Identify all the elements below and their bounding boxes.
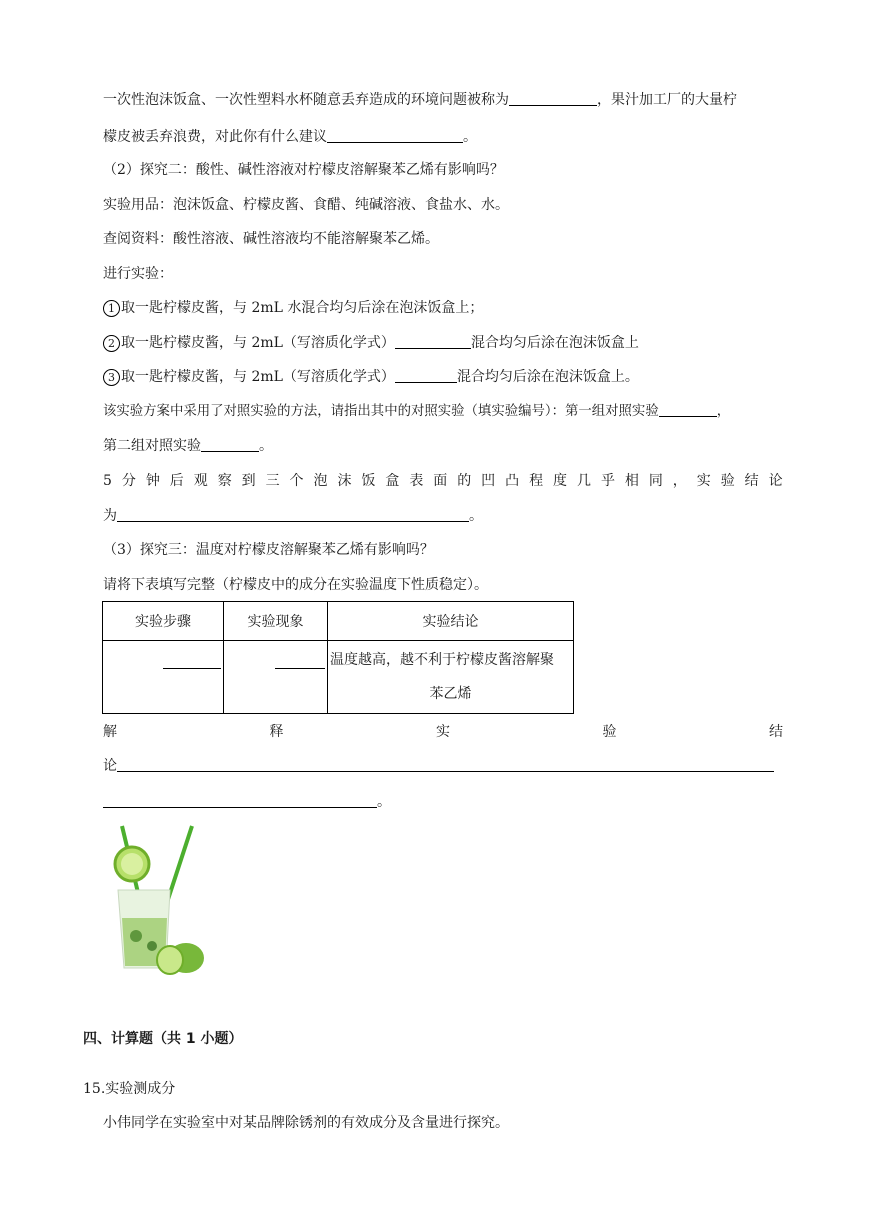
- observation-char: 后: [169, 473, 184, 489]
- answer-blank[interactable]: [201, 437, 259, 452]
- answer-blank[interactable]: [103, 793, 377, 808]
- section-heading: 四、计算题（共 1 小题）: [83, 1031, 243, 1047]
- observation-char: 表: [409, 473, 424, 489]
- answer-blank[interactable]: [327, 128, 463, 143]
- observation-char: 几: [576, 473, 591, 489]
- observation-char: 钟: [145, 473, 160, 489]
- observation-char: 凸: [505, 473, 520, 489]
- table-header: 实验现象: [224, 602, 328, 641]
- experiment-table: [102, 601, 574, 714]
- answer-blank[interactable]: [395, 334, 471, 349]
- explain-char: 验: [602, 724, 617, 740]
- explain-char: 结: [769, 724, 783, 740]
- control-group-2-text: 第二组对照实验 。: [103, 438, 273, 454]
- observation-char: 同: [648, 473, 663, 489]
- observation-char: 沫: [337, 473, 352, 489]
- question-3-title: （3）探究三：温度对柠檬皮溶解聚苯乙烯有影响吗？: [103, 542, 434, 558]
- answer-blank[interactable]: [117, 757, 774, 772]
- answer-blank[interactable]: [117, 507, 469, 522]
- observation-char: 度: [553, 473, 568, 489]
- explain-blank-line: 论: [103, 756, 783, 776]
- observation-char: 实: [696, 473, 711, 489]
- table-header: 实验结论: [328, 602, 574, 641]
- observation-char: 结: [744, 473, 759, 489]
- explain-char: 实: [436, 724, 450, 740]
- observation-char: 面: [433, 473, 448, 489]
- explain-char: 解: [103, 724, 117, 740]
- proceed-text: 进行实验：: [103, 266, 173, 282]
- step-3: 3 取一匙柠檬皮酱，与 2mL（写溶质化学式） 混合均匀后涂在泡沫饭盒上。: [103, 367, 783, 387]
- observation-char: 察: [217, 473, 232, 489]
- observation-char: 三: [265, 473, 280, 489]
- table-cell-conclusion: 温度越高，越不利于柠檬皮酱溶解聚 苯乙烯: [328, 641, 574, 714]
- observation-char: 个: [289, 473, 304, 489]
- answer-blank[interactable]: [509, 91, 597, 106]
- step-2: 2 取一匙柠檬皮酱，与 2mL（写溶质化学式） 混合均匀后涂在泡沫饭盒上: [103, 333, 783, 353]
- paragraph-environment: 一次性泡沫饭盒、一次性塑料水杯随意丢弃造成的环境问题被称为 ，果汁加工厂的大量柠: [103, 92, 737, 108]
- observation-char: 凹: [481, 473, 496, 489]
- question-15-text: 小伟同学在实验室中对某品牌除锈剂的有效成分及含量进行探究。: [103, 1115, 509, 1131]
- observation-char: 观: [193, 473, 208, 489]
- answer-blank[interactable]: [275, 654, 325, 669]
- answer-blank[interactable]: [395, 368, 457, 383]
- question-2-title: （2）探究二：酸性、碱性溶液对柠檬皮溶解聚苯乙烯有影响吗？: [103, 162, 504, 178]
- observation-char: 饭: [361, 473, 376, 489]
- observation-char: 分: [121, 473, 136, 489]
- explain-char: 释: [269, 724, 284, 740]
- observation-char: ，: [672, 473, 687, 489]
- observation-char: 泡: [313, 473, 328, 489]
- explain-text: [103, 722, 783, 742]
- lime-drink-illustration: [100, 818, 212, 980]
- answer-blank[interactable]: [659, 402, 717, 417]
- question-15-title: 15.实验测成分: [83, 1081, 176, 1097]
- table-instruction: 请将下表填写完整（柠檬皮中的成分在实验温度下性质稳定）。: [103, 577, 488, 593]
- reference-text: 查阅资料：酸性溶液、碱性溶液均不能溶解聚苯乙烯。: [103, 231, 439, 247]
- table-cell-phenomenon: [224, 641, 328, 714]
- observation-char: 相: [624, 473, 639, 489]
- observation-text: [103, 471, 783, 491]
- observation-char: 到: [241, 473, 256, 489]
- observation-char: 论: [768, 473, 783, 489]
- explain-blank-line-2: 。: [103, 792, 783, 812]
- observation-char: 的: [457, 473, 472, 489]
- answer-blank[interactable]: [163, 654, 221, 669]
- control-group-text: 该实验方案中采用了对照实验的方法，请指出其中的对照实验（填实验编号）：第一组对照实验 ，: [103, 404, 731, 419]
- observation-char: 乎: [600, 473, 615, 489]
- observation-char: 验: [720, 473, 735, 489]
- observation-char: 程: [529, 473, 544, 489]
- materials-text: 实验用品：泡沫饭盒、柠檬皮酱、食醋、纯碱溶液、食盐水、水。: [103, 197, 509, 213]
- table-cell-step: [103, 641, 224, 714]
- conclusion-text: 为 。: [103, 508, 483, 524]
- table-header: 实验步骤: [103, 602, 224, 641]
- observation-char: 盒: [385, 473, 400, 489]
- step-1: 1 取一匙柠檬皮酱，与 2mL 水混合均匀后涂在泡沫饭盒上；: [103, 298, 783, 318]
- observation-char: 5: [103, 473, 112, 489]
- paragraph-suggestion: 檬皮被丢弃浪费，对此你有什么建议 。: [103, 129, 477, 145]
